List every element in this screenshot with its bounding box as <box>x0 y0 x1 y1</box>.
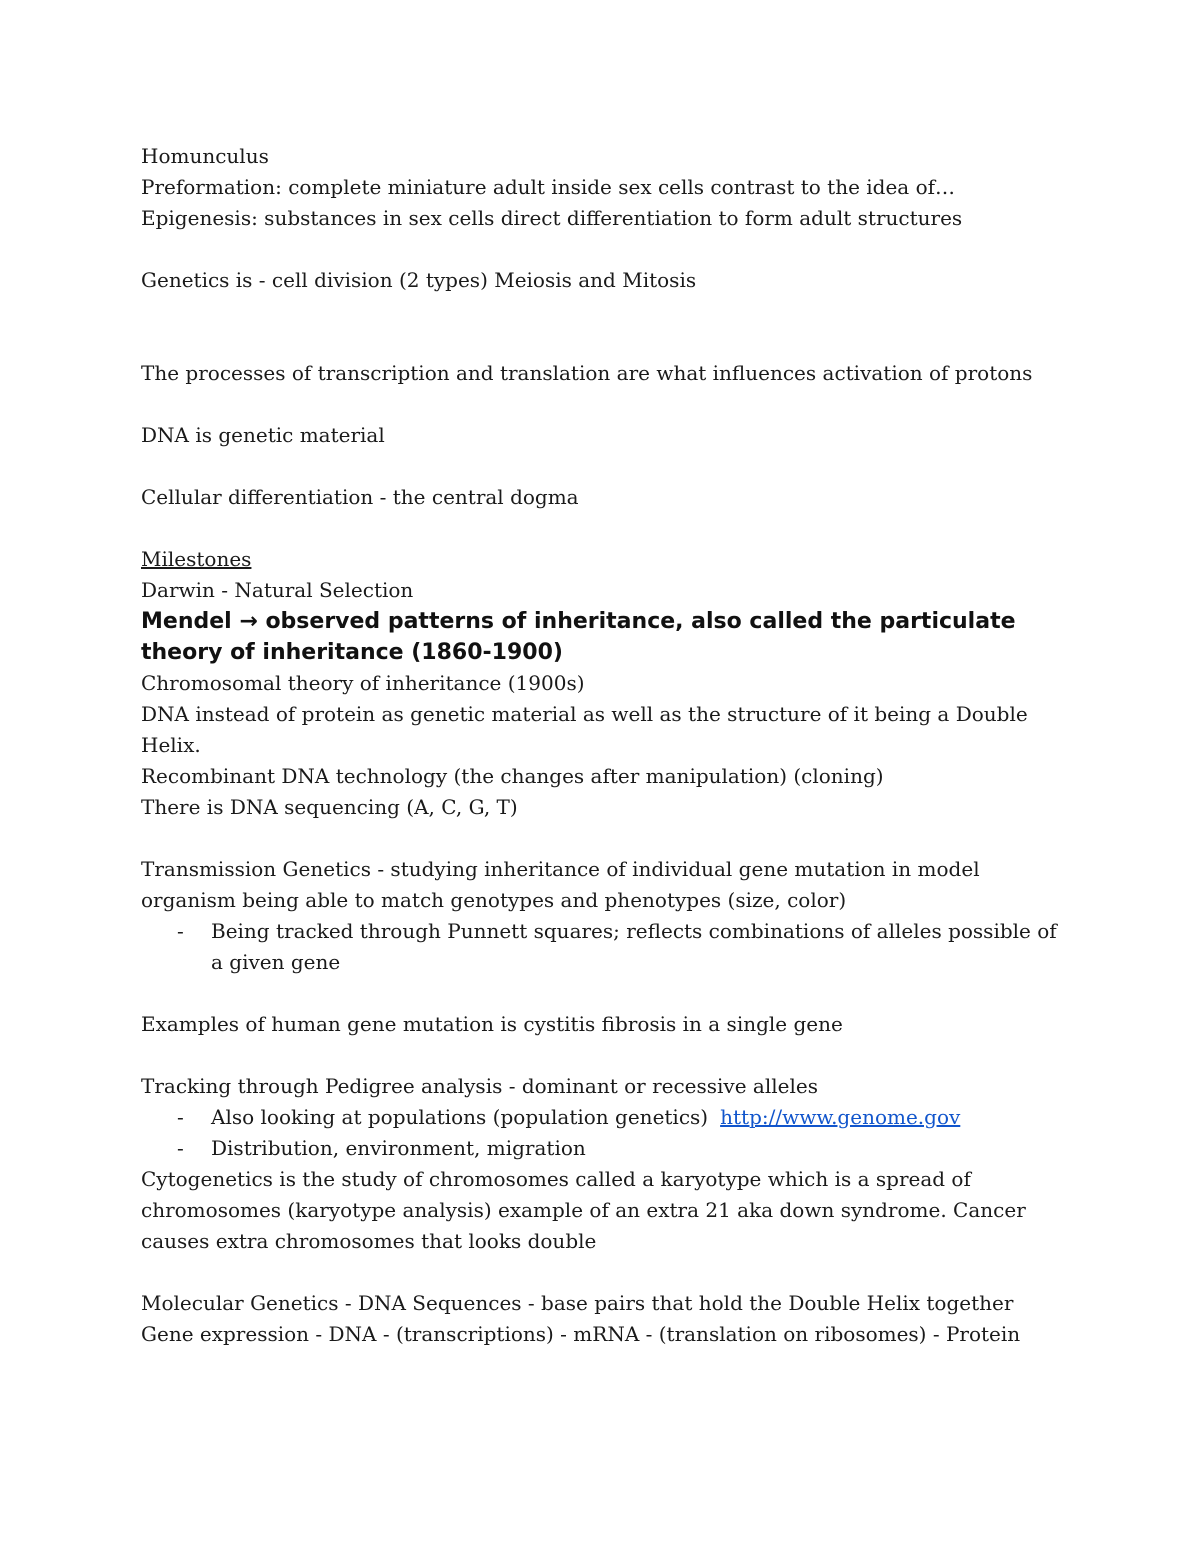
dash-bullet: - <box>177 1105 184 1129</box>
bullet-list <box>141 1102 1061 1164</box>
dash-bullet: - <box>177 919 184 943</box>
genome-link[interactable]: http://www.genome.gov <box>720 1105 961 1129</box>
list-item <box>141 1102 1061 1133</box>
text-line: Homunculus <box>141 144 269 168</box>
text-line: Gene expression - DNA - (transcriptions) - mRNA - (translation on ribosomes) - Protein <box>141 1322 1021 1346</box>
text-line: Examples of human gene mutation is cystitis fibrosis in a single gene <box>141 1012 843 1036</box>
text-line: Preformation: complete miniature adult inside sex cells contrast to the idea of… <box>141 175 956 199</box>
text-line: Chromosomal theory of inheritance (1900s) <box>141 671 585 695</box>
text-line: Epigenesis: substances in sex cells direct differentiation to form adult structures <box>141 206 963 230</box>
list-item-text: Being tracked through Punnett squares; reflects combinations of alleles possible of a given gene <box>211 919 1057 974</box>
list-item-text: Distribution, environment, migration <box>211 1136 586 1160</box>
milestones-heading: Milestones <box>141 547 252 571</box>
blank-line <box>141 823 1061 854</box>
text-line: DNA is genetic material <box>141 423 385 447</box>
blank-line <box>141 389 1061 420</box>
text-line: Genetics is - cell division (2 types) Meiosis and Mitosis <box>141 268 697 292</box>
list-item-text: Also looking at populations (population genetics) <box>211 1105 709 1129</box>
text-line: Molecular Genetics - DNA Sequences - base pairs that hold the Double Helix together <box>141 1291 1014 1315</box>
text-line: Tracking through Pedigree analysis - dominant or recessive alleles <box>141 1074 818 1098</box>
blank-line <box>141 1257 1061 1288</box>
blank-line <box>141 234 1061 265</box>
text-line: The processes of transcription and translation are what influences activation of protons <box>141 361 1033 385</box>
blank-line <box>141 451 1061 482</box>
text-line: There is DNA sequencing (A, C, G, T) <box>141 795 518 819</box>
blank-line <box>141 978 1061 1009</box>
mendel-heading: Mendel → observed patterns of inheritance, also called the particulate theory of inheritance (1860-1900) <box>141 609 1016 665</box>
blank-line <box>141 1040 1061 1071</box>
blank-line <box>141 296 1061 358</box>
list-item <box>141 1133 1061 1164</box>
text-line: Recombinant DNA technology (the changes after manipulation) (cloning) <box>141 764 884 788</box>
text-line: Cytogenetics is the study of chromosomes called a karyotype which is a spread of chromosomes (karyotype analysis) example of an extra 21 aka down syndrome. Cancer causes extra chromosomes that looks double <box>141 1167 1026 1253</box>
blank-line <box>141 513 1061 544</box>
text-line: Transmission Genetics - studying inheritance of individual gene mutation in model organism being able to match genotypes and phenotypes (size, color) <box>141 857 980 912</box>
text-line: Darwin - Natural Selection <box>141 578 414 602</box>
dash-bullet: - <box>177 1136 184 1160</box>
document-body <box>141 141 1061 1350</box>
bullet-list <box>141 916 1061 978</box>
text-line: DNA instead of protein as genetic material as well as the structure of it being a Double Helix. <box>141 702 1028 757</box>
list-item <box>141 916 1061 978</box>
text-line: Cellular differentiation - the central dogma <box>141 485 579 509</box>
